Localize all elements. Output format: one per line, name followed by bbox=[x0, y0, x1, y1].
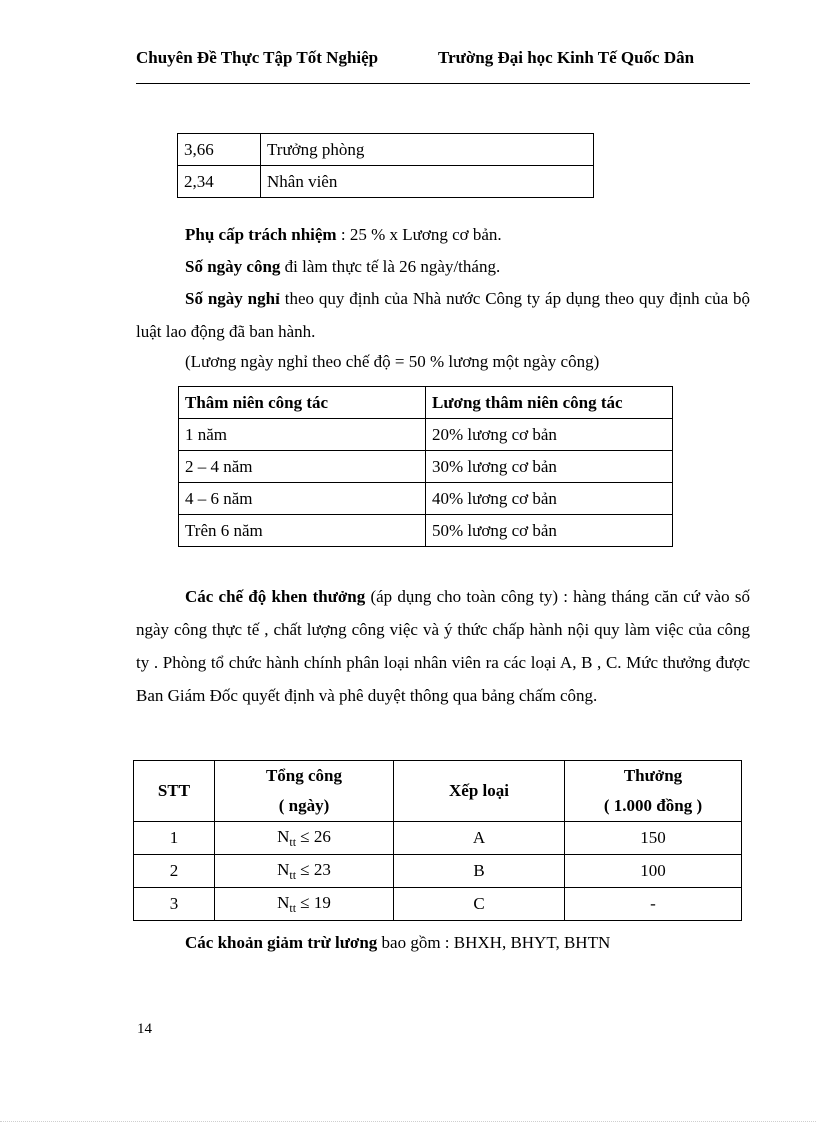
table-cell: 4 – 6 năm bbox=[179, 483, 426, 515]
table-header-row bbox=[179, 387, 673, 419]
paragraph-text: : 25 % x Lương cơ bản. bbox=[336, 225, 502, 244]
table-row bbox=[179, 451, 673, 483]
paragraph-days-off bbox=[136, 282, 750, 348]
table-row bbox=[134, 822, 742, 855]
formula-condition: ≤ 26 bbox=[296, 826, 331, 846]
table-cell: 20% lương cơ bản bbox=[426, 419, 673, 451]
paragraph-text: theo quy định của Nhà nước Công ty áp dụng theo quy định của bộ luật lao động đã ban hành. bbox=[136, 289, 751, 341]
page-header bbox=[136, 48, 750, 72]
paragraph-text: đi làm thực tế là 26 ngày/tháng. bbox=[280, 257, 501, 276]
position-coefficient-table bbox=[177, 133, 594, 198]
table-header-cell bbox=[565, 761, 742, 822]
formula-var: N bbox=[277, 826, 290, 846]
table-cell: 2,34 bbox=[178, 166, 261, 198]
paragraph-lead: Các khoản giảm trừ lương bbox=[185, 933, 378, 952]
table-cell bbox=[215, 855, 394, 888]
table-row bbox=[178, 166, 594, 198]
table-row bbox=[178, 134, 594, 166]
table-row bbox=[179, 483, 673, 515]
paragraph-responsibility-allowance bbox=[136, 218, 750, 251]
paragraph-lead: Số ngày nghỉ bbox=[185, 289, 280, 308]
table-cell: C bbox=[394, 888, 565, 921]
paragraph-text: bao gồm : BHXH, BHYT, BHTN bbox=[377, 933, 611, 952]
paragraph-text: (Lương ngày nghỉ theo chế độ = 50 % lương một ngày công) bbox=[185, 352, 600, 371]
table-cell bbox=[215, 888, 394, 921]
table-header-cell bbox=[215, 761, 394, 822]
seniority-table bbox=[178, 386, 673, 547]
paragraph-lead: Các chế độ khen thưởng bbox=[185, 587, 366, 606]
table-cell: B bbox=[394, 855, 565, 888]
header-unit: ( ngày) bbox=[278, 796, 330, 815]
table-cell: 3 bbox=[134, 888, 215, 921]
table-cell bbox=[215, 822, 394, 855]
table-header-cell: Xếp loại bbox=[394, 761, 565, 822]
reward-table bbox=[133, 760, 742, 921]
table-header-cell: Lương thâm niên công tác bbox=[426, 387, 673, 419]
table-cell: - bbox=[565, 888, 742, 921]
table-row bbox=[134, 888, 742, 921]
table-cell: Trên 6 năm bbox=[179, 515, 426, 547]
header-title-right: Trường Đại học Kinh Tế Quốc Dân bbox=[438, 48, 695, 67]
formula-var: N bbox=[277, 892, 290, 912]
table-cell: Trưởng phòng bbox=[261, 134, 594, 166]
table-cell: 40% lương cơ bản bbox=[426, 483, 673, 515]
table-cell: 100 bbox=[565, 855, 742, 888]
table-header-cell: STT bbox=[134, 761, 215, 822]
table-row bbox=[134, 855, 742, 888]
page-number: 14 bbox=[137, 1021, 152, 1037]
table-cell: 50% lương cơ bản bbox=[426, 515, 673, 547]
paragraph-lead: Phụ cấp trách nhiệm bbox=[185, 225, 337, 244]
table-cell: 3,66 bbox=[178, 134, 261, 166]
table-cell: 1 bbox=[134, 822, 215, 855]
header-title-left: Chuyên Đề Thực Tập Tốt Nghiệp bbox=[136, 48, 379, 67]
header-unit: ( 1.000 đồng ) bbox=[603, 796, 703, 815]
table-cell: 2 – 4 năm bbox=[179, 451, 426, 483]
formula-var: N bbox=[277, 859, 290, 879]
table-header-cell: Thâm niên công tác bbox=[179, 387, 426, 419]
paragraph-salary-deductions bbox=[136, 926, 750, 959]
table-cell: 2 bbox=[134, 855, 215, 888]
paragraph-text: (áp dụng cho toàn công ty) : hàng tháng căn cứ vào số ngày công thực tế , chất lượng công việc và ý thức chấp hành nội quy làm việc của công ty . Phòng tổ chức hành chính phân loại nhân viên ra các loại A, B , C. Mức thưởng được Ban Giám Đốc quyết định và phê duyệt thông qua bảng chấm công. bbox=[136, 587, 751, 705]
paragraph-reward-policy bbox=[136, 580, 750, 712]
formula-condition: ≤ 23 bbox=[296, 859, 331, 879]
table-row bbox=[179, 515, 673, 547]
table-cell: 30% lương cơ bản bbox=[426, 451, 673, 483]
table-header-row bbox=[134, 761, 742, 822]
formula-subscript: tt bbox=[289, 867, 297, 882]
table-cell: Nhân viên bbox=[261, 166, 594, 198]
table-cell: A bbox=[394, 822, 565, 855]
paragraph-lead: Số ngày công bbox=[185, 257, 281, 276]
header-label: Thưởng bbox=[623, 766, 683, 785]
footer-divider bbox=[0, 1121, 816, 1122]
formula-condition: ≤ 19 bbox=[296, 892, 331, 912]
header-label: Tổng công bbox=[265, 766, 343, 785]
formula-subscript: tt bbox=[289, 834, 297, 849]
header-divider bbox=[136, 83, 750, 84]
paragraph-days-off-pay bbox=[136, 345, 750, 378]
table-cell: 1 năm bbox=[179, 419, 426, 451]
table-row bbox=[179, 419, 673, 451]
formula-subscript: tt bbox=[289, 900, 297, 915]
table-cell: 150 bbox=[565, 822, 742, 855]
paragraph-working-days bbox=[136, 250, 750, 283]
